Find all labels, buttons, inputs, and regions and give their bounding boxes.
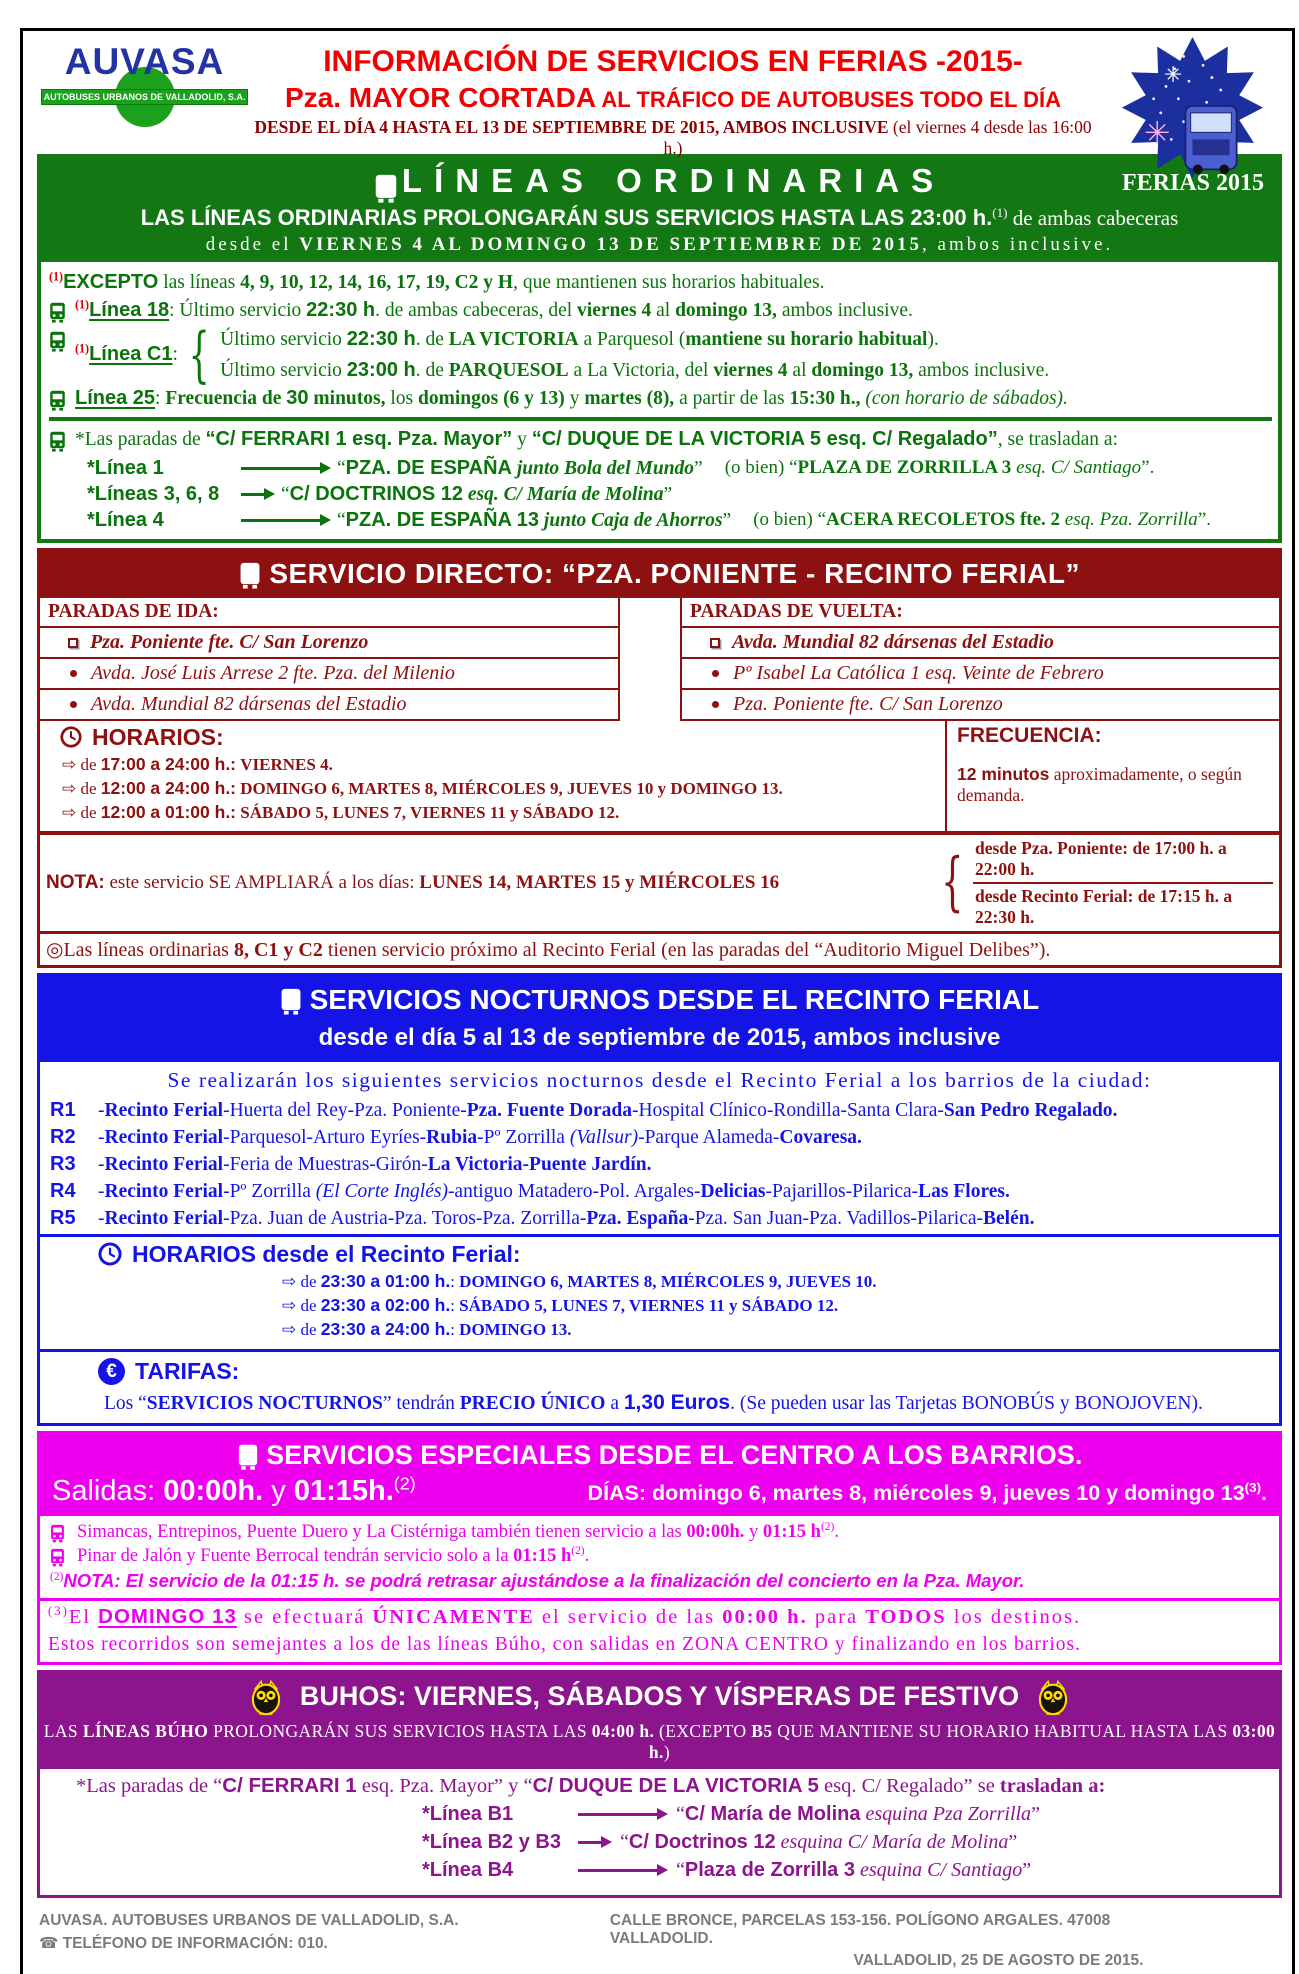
linea-c1-line1: Último servicio 22:30 h. de LA VICTORIA a Parquesol (mantiene su horario habitual). — [220, 327, 939, 350]
parada-destino: “C/ Doctrinos 12 esquina C/ María de Molina” — [620, 1830, 1018, 1853]
footer-company: AUVASA. AUTOBUSES URBANOS DE VALLADOLID, S.A. — [39, 1911, 459, 1929]
nocturnos-title: SERVICIOS NOCTURNOS DESDE EL RECINTO FERIAL — [309, 983, 1040, 1015]
especiales-header — [40, 1434, 1279, 1516]
horario-text: de 23:30 a 01:00 h.: DOMINGO 6, MARTES 8, MIÉRCOLES 9, JUEVES 10. — [300, 1270, 877, 1291]
header-titles — [252, 41, 1094, 159]
ordinarias-title: LÍNEAS ORDINARIAS — [401, 162, 946, 199]
nota-horario-1: desde Pza. Poniente: de 17:00 h. a 22:00 h. — [973, 836, 1273, 884]
parada-text: Avda. Mundial 82 dársenas del Estadio — [732, 630, 1054, 653]
directo-header — [40, 551, 1279, 598]
nocturnos-header — [40, 976, 1279, 1062]
page-subtitle — [252, 82, 1094, 114]
parada-row — [87, 457, 1272, 480]
arrow-open-icon: ⇨ — [282, 1319, 297, 1340]
route-row — [50, 1180, 1269, 1203]
parada-destino: “PZA. DE ESPAÑA 13 junto Caja de Ahorros” — [337, 508, 732, 531]
linea-label: *Línea 4 — [87, 508, 164, 531]
directo-paradas-table — [40, 598, 1279, 721]
buho-parada-row — [422, 1859, 1279, 1882]
bus-icon — [237, 1444, 259, 1470]
route-row — [50, 1207, 1269, 1230]
horario-text: de 23:30 a 02:00 h.: SÁBADO 5, LUNES 7, VIERNES 11 y SÁBADO 12. — [300, 1294, 839, 1315]
table-gap — [618, 598, 682, 721]
linea-label: *Línea B2 y B3 — [422, 1830, 561, 1853]
ordinarias-subtitle: LAS LÍNEAS ORDINARIAS PROLONGARÁN SUS SERVICIOS HASTA LAS 23:00 h.$^{(1)}$ de ambas cabeceras — [140, 204, 1179, 230]
parada-vuelta — [682, 628, 1279, 659]
directo-frecuencia — [945, 721, 1279, 831]
parada-text: Avda. José Luis Arrese 2 fte. Pza. del Milenio — [91, 661, 455, 684]
horario-text: de 12:00 a 01:00 h.: SÁBADO 5, LUNES 7, VIERNES 11 y SÁBADO 12. — [80, 801, 620, 822]
auvasa-logo — [37, 41, 252, 141]
parada-row — [87, 483, 1272, 506]
horarios-title: HORARIOS: — [92, 723, 224, 750]
linea-18-row — [49, 299, 1272, 323]
bus-icon — [49, 431, 66, 452]
especiales-nota: $^{(2)}$NOTA: El servicio de la 01:15 h. se podrá retrasar ajustándose a la finalización del concierto en la Pza. Mayor. — [50, 1569, 1025, 1591]
tarifas-text: Los “SERVICIOS NOCTURNOS” tendrán PRECIO ÚNICO a 1,30 Euros. (Se pueden usar las Tarjetas BONOBÚS y BONOJOVEN). — [104, 1390, 1203, 1414]
dates-line: DESDE EL DÍA 4 HASTA EL 13 DE SEPTIEMBRE DE 2015, AMBOS INCLUSIVE (el viernes 4 desde las 16:00 h.) — [254, 117, 1092, 158]
nocturnos-dates: desde el día 5 al 13 de septiembre de 2015, ambos inclusive — [318, 1023, 1001, 1051]
poster — [20, 28, 1295, 1974]
route-code: R4 — [50, 1179, 76, 1202]
euro-icon: € — [98, 1358, 125, 1385]
logo-tagline: AUTOBUSES URBANOS DE VALLADOLID, S.A. — [41, 89, 248, 105]
column-header: PARADAS DE VUELTA: — [682, 598, 1279, 628]
bullet-icon — [712, 670, 719, 677]
directo-footnote — [40, 931, 1279, 965]
route-text: -Recinto Ferial-Pº Zorrilla (El Corte Inglés)-antiguo Matadero-Pol. Argales-Delicias-Pajarillos-Pilarica-Las Flores. — [98, 1180, 1010, 1202]
linea-label: *Líneas 3, 6, 8 — [87, 482, 220, 505]
logo-name: AUVASA — [64, 41, 225, 82]
parada-destino: “Plaza de Zorrilla 3 esquina C/ Santiago” — [676, 1858, 1032, 1881]
domingo-13-line: $^{(3)}$El DOMINGO 13 se efectuará ÚNICAMENTE el servicio de las 00:00 h. para TODOS los destinos. — [48, 1604, 1082, 1628]
linea-18-text: $^{(1)}$Línea 18: Último servicio 22:30 h. de ambas cabeceras, del viernes 4 al domingo 13, ambos inclusive. — [75, 297, 913, 321]
bullet-icon — [70, 670, 77, 677]
linea-label: *Línea 1 — [87, 456, 164, 479]
nota-text: NOTA: este servicio SE AMPLIARÁ a los días: LUNES 14, MARTES 15 y MIÉRCOLES 16 — [46, 871, 780, 893]
especiales-body — [40, 1516, 1279, 1598]
bus-icon — [49, 390, 66, 411]
buhos-title: BUHOS: VIERNES, SÁBADOS Y VÍSPERAS DE FESTIVO — [299, 1681, 1020, 1712]
parada-ida — [40, 690, 618, 721]
route-code: R1 — [50, 1098, 76, 1121]
arrow-right-icon — [578, 1813, 658, 1816]
especiales-bullet — [50, 1546, 1269, 1567]
footer — [39, 1908, 1280, 1974]
bullet-icon — [70, 701, 77, 708]
domingo-13-block — [40, 1598, 1279, 1662]
route-row — [50, 1126, 1269, 1149]
parada-alternativa: (o bien) “PLAZA DE ZORRILLA 3 esq. C/ Santiago”. — [724, 457, 1155, 479]
buho-parada-row — [422, 1831, 1279, 1854]
section-servicios-especiales — [37, 1431, 1282, 1665]
bus-icon — [49, 302, 66, 323]
section-servicio-directo — [37, 548, 1282, 968]
footer-address: CALLE BRONCE, PARCELAS 153-156. POLÍGONO ARGALES. 47008 VALLADOLID. — [609, 1911, 1111, 1947]
parada-destino: “PZA. DE ESPAÑA junto Bola del Mundo” — [337, 456, 703, 479]
directo-horarios — [40, 721, 945, 831]
linea-c1-line2: Último servicio 23:00 h. de PARQUESOL a La Victoria, del viernes 4 al domingo 13, ambos inclusive. — [220, 358, 1050, 381]
bus-icon — [280, 988, 302, 1015]
route-text: -Recinto Ferial-Pza. Juan de Austria-Pza. Toros-Pza. Zorrilla-Pza. España-Pza. San Juan-Pza. Vadillos-Pilarica-Belén. — [98, 1207, 1035, 1229]
owl-icon — [248, 1678, 284, 1716]
ordinarias-dates: desde el VIERNES 4 AL DOMINGO 13 DE SEPTIEMBRE DE 2015, ambos inclusive. — [205, 233, 1114, 255]
brace-icon: { — [188, 319, 210, 390]
ferias-badge: FERIAS 2015 — [1121, 170, 1264, 196]
tarifas-title: TARIFAS: — [135, 1357, 240, 1384]
target-icon: ◎ — [46, 938, 64, 961]
route-code: R3 — [50, 1152, 76, 1175]
arrow-right-icon — [241, 493, 265, 496]
horario-line — [62, 754, 939, 775]
parada-destino: “C/ María de Molina esquina Pza Zorrilla” — [676, 1802, 1040, 1825]
ordinarias-header — [41, 158, 1278, 262]
horarios-title: HORARIOS desde el Recinto Ferial: — [132, 1240, 521, 1267]
bus-icon — [50, 1524, 65, 1543]
header — [37, 41, 1282, 158]
especiales-bullet — [50, 1522, 1269, 1543]
horario-line — [282, 1319, 1279, 1340]
arrow-open-icon: ⇨ — [282, 1295, 297, 1316]
bullet-text: Pinar de Jalón y Fuente Berrocal tendrán servicio solo a la 01:15 $h^{(2)}$. — [77, 1544, 590, 1566]
fireworks-bus-art — [1094, 41, 1282, 145]
parada-text: Pº Isabel La Católica 1 esq. Veinte de Febrero — [733, 661, 1104, 684]
arrow-right-icon — [241, 519, 321, 522]
paradas-trasladadas-block — [49, 417, 1272, 532]
parada-ida — [40, 628, 618, 659]
paradas-ida-column — [40, 598, 618, 721]
brace-icon: { — [941, 845, 964, 920]
arrow-open-icon: ⇨ — [282, 1271, 297, 1292]
owl-icon — [1035, 1678, 1071, 1716]
parada-vuelta — [682, 690, 1279, 721]
arrow-open-icon: ⇨ — [62, 754, 77, 775]
parada-alternativa: (o bien) “ACERA RECOLETOS fte. 2 esq. Pza. Zorrilla”. — [753, 509, 1211, 531]
bus-icon — [49, 331, 66, 352]
checkbox-icon — [68, 638, 78, 648]
paradas-intro: *Las paradas de “C/ FERRARI 1 esq. Pza. Mayor” y “C/ DUQUE DE LA VICTORIA 5 esq. C/ Regalado”, se trasladan a: — [75, 427, 1118, 450]
arrow-right-icon — [241, 467, 321, 470]
paradas-intro-row — [49, 428, 1272, 452]
phone-icon: ☎ — [39, 1933, 59, 1952]
subtitle-rest: AL TRÁFICO DE AUTOBUSES TODO EL DÍA — [596, 87, 1062, 112]
route-row — [50, 1153, 1269, 1176]
arrow-open-icon: ⇨ — [62, 802, 77, 823]
parada-destino: “C/ DOCTRINOS 12 esq. C/ María de Molina” — [281, 482, 673, 505]
nota-horario-2: desde Recinto Ferial: de 17:15 h. a 22:30 h. — [975, 885, 1233, 927]
horario-text: de 12:00 a 24:00 h.: DOMINGO 6, MARTES 8, MIÉRCOLES 9, JUEVES 10 y DOMINGO 13. — [80, 777, 783, 798]
horario-line — [62, 778, 939, 799]
footnote-text: Las líneas ordinarias 8, C1 y C2 tienen servicio próximo al Recinto Ferial (en las paradas del “Auditorio Miguel Delibes”). — [63, 938, 1051, 961]
linea-c1-label: $^{(1)}$Línea C1: — [75, 341, 178, 366]
ordinarias-body — [41, 262, 1278, 539]
horario-text: de 17:00 a 24:00 h.: VIERNES 4. — [80, 753, 333, 774]
section-servicios-nocturnos — [37, 973, 1282, 1426]
bullet-text: Simancas, Entrepinos, Puente Duero y La Cistérniga también tienen servicio a las 00:00h. y 01:15 $h^{(2)}$. — [77, 1520, 839, 1542]
frecuencia-title: FRECUENCIA: — [957, 723, 1102, 747]
nocturnos-tarifas — [40, 1349, 1279, 1423]
bus-icon — [239, 562, 261, 589]
dias-line: DÍAS: domingo 6, martes 8, miércoles 9, jueves 10 y domingo 13$^{(3)}$. — [587, 1479, 1267, 1505]
bus-icon — [50, 1548, 65, 1567]
page-title: INFORMACIÓN DE SERVICIOS EN FERIAS -2015- — [323, 45, 1023, 78]
route-code: R5 — [50, 1206, 76, 1229]
column-header: PARADAS DE IDA: — [40, 598, 618, 628]
linea-label: *Línea B1 — [422, 1802, 514, 1825]
buho-parada-row — [422, 1803, 1279, 1826]
parada-row — [87, 509, 1272, 532]
subtitle-strong: Pza. MAYOR CORTADA — [284, 82, 597, 113]
route-text: -Recinto Ferial-Feria de Muestras-Girón-La Victoria-Puente Jardín. — [98, 1153, 652, 1175]
buhos-intro: *Las paradas de “C/ FERRARI 1 esq. Pza. Mayor” y “C/ DUQUE DE LA VICTORIA 5 esq. C/ Regalado” se trasladan a: — [76, 1773, 1106, 1797]
route-text: -Recinto Ferial-Huerta del Rey-Pza. Poniente-Pza. Fuente Dorada-Hospital Clínico-Rondilla-Santa Clara-San Pedro Regalado. — [98, 1099, 1118, 1121]
arrow-right-icon — [578, 1841, 602, 1844]
section-lineas-ordinarias — [37, 154, 1282, 543]
bus-icon — [374, 174, 398, 203]
route-text: -Recinto Ferial-Parquesol-Arturo Eyríes-Rubia-Pº Zorrilla (Vallsur)-Parque Alameda-Covaresa. — [98, 1126, 862, 1148]
parada-text: Pza. Poniente fte. C/ San Lorenzo — [90, 630, 369, 653]
horario-line — [282, 1271, 1279, 1292]
section-buhos — [37, 1670, 1282, 1898]
clock-icon — [60, 726, 82, 748]
nocturnos-intro: Se realizarán los siguientes servicios nocturnos desde el Recinto Ferial a los barrios de la ciudad: — [167, 1067, 1152, 1092]
linea-25-text: Línea 25: Frecuencia de 30 minutos, los domingos (6 y 13) y martes (8), a partir de las 15:30 h., (con horario de sábados). — [75, 386, 1068, 409]
linea-25-row — [49, 387, 1272, 411]
linea-label: *Línea B4 — [422, 1858, 514, 1881]
arrow-open-icon: ⇨ — [62, 778, 77, 799]
excepto-line: $^{(1)}$EXCEPTO las líneas 4, 9, 10, 12, 14, 16, 17, 19, C2 y H, que mantienen sus horarios habituales. — [49, 269, 825, 293]
parada-text: Pza. Poniente fte. C/ San Lorenzo — [733, 692, 1003, 715]
closing-line: Estos recorridos son semejantes a los de las líneas Búho, con salidas en ZONA CENTRO y finalizando en los barrios. — [48, 1633, 1082, 1655]
arrow-right-icon — [578, 1869, 658, 1872]
buhos-header — [40, 1673, 1279, 1769]
horario-text: de 23:30 a 24:00 h.: DOMINGO 13. — [300, 1318, 572, 1339]
linea-c1-row — [49, 319, 1272, 390]
parada-vuelta — [682, 659, 1279, 690]
bullet-icon — [712, 701, 719, 708]
horario-line — [282, 1295, 1279, 1316]
parada-text: Avda. Mundial 82 dársenas del Estadio — [91, 692, 407, 715]
route-code: R2 — [50, 1125, 76, 1148]
route-row — [50, 1099, 1269, 1122]
paradas-vuelta-column — [682, 598, 1279, 721]
parada-ida — [40, 659, 618, 690]
footer-phone: TELÉFONO DE INFORMACIÓN: 010. — [62, 1934, 328, 1952]
salidas-line: Salidas: 00:00h. y 01:15h.$^{(2)}$ — [52, 1473, 416, 1507]
horario-line — [62, 802, 939, 823]
especiales-title: SERVICIOS ESPECIALES DESDE EL CENTRO A LOS BARRIOS. — [266, 1439, 1083, 1470]
frecuencia-text: 12 minutos aproximadamente, o según demanda. — [957, 763, 1242, 805]
directo-title: SERVICIO DIRECTO: “PZA. PONIENTE - RECINTO FERIAL” — [269, 557, 1080, 589]
directo-nota — [40, 831, 1279, 931]
checkbox-icon — [710, 638, 720, 648]
footer-date: VALLADOLID, 25 DE AGOSTO DE 2015. — [853, 1951, 1144, 1969]
nocturnos-horarios — [40, 1234, 1279, 1349]
buhos-body — [40, 1769, 1279, 1895]
clock-icon — [98, 1242, 122, 1266]
buhos-subtitle: LAS LÍNEAS BÚHO PROLONGARÁN SUS SERVICIOS HASTA LAS 04:00 h. (EXCEPTO B5 QUE MANTIENE SU HORARIO HABITUAL HASTA LAS 03:00 h.) — [43, 1720, 1276, 1762]
